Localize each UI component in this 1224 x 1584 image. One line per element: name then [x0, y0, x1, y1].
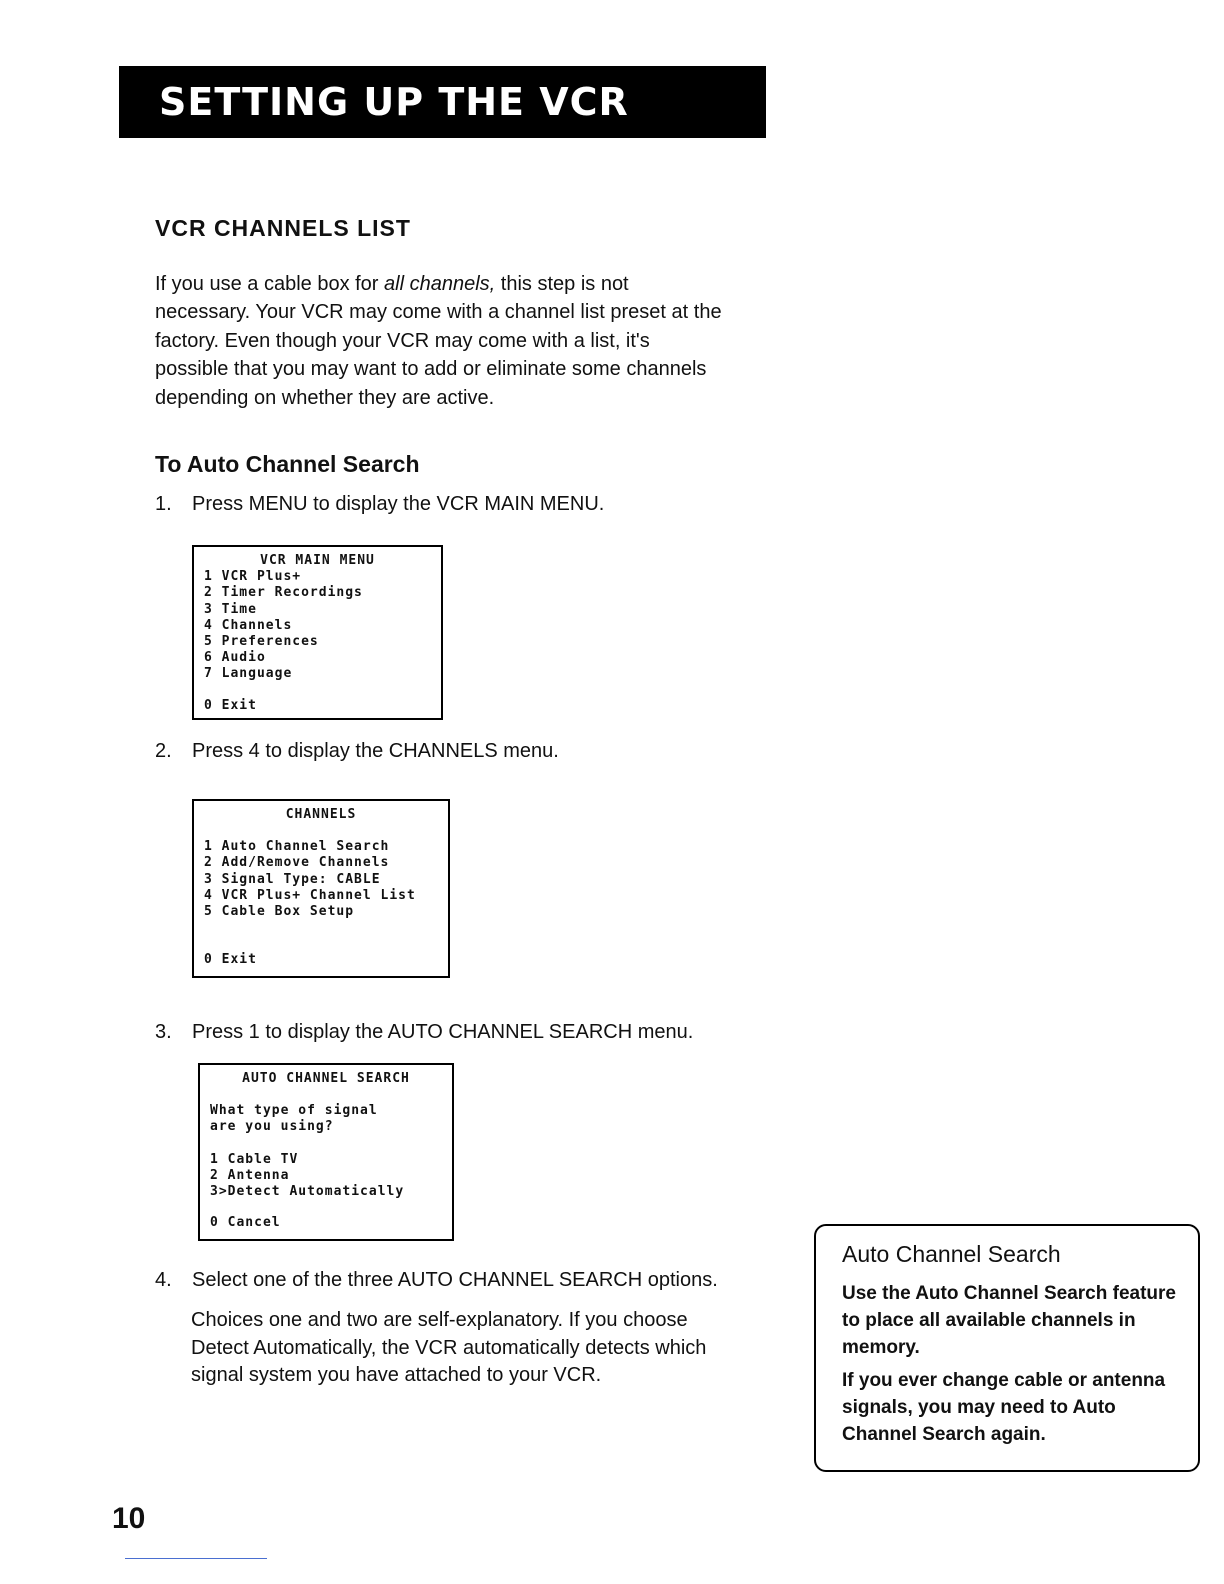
step-4-detail: Choices one and two are self-explanatory. If you choose Detect Automatically, the VCR automatically detects which signal system you have attached to your VCR.	[191, 1309, 707, 1386]
step-number: 4.	[155, 1269, 172, 1291]
procedure-heading: To Auto Channel Search	[155, 451, 420, 477]
step-number: 2.	[155, 740, 172, 762]
sidebar-note-box	[814, 1224, 1200, 1472]
screen-title: AUTO CHANNEL SEARCH	[242, 1071, 410, 1086]
menu-item: 5 Preferences	[204, 634, 319, 650]
sidebar-paragraph: Use the Auto Channel Search feature to place all available channels in memory.	[842, 1283, 1176, 1358]
menu-exit-item: 0 Exit	[204, 697, 257, 713]
menu-item: 3 Signal Type: CABLE	[204, 871, 381, 887]
menu-item: 4 Channels	[204, 617, 293, 633]
menu-item: 2 Antenna	[210, 1167, 290, 1183]
chapter-header-bar	[119, 66, 766, 138]
screen-title: CHANNELS	[285, 807, 357, 822]
auto-channel-search-screen	[198, 1063, 454, 1241]
footer-rule	[125, 1558, 267, 1559]
menu-item: 1 Cable TV	[210, 1151, 299, 1167]
step-4	[155, 1266, 718, 1294]
screen-question-line: are you using?	[210, 1119, 334, 1135]
menu-item: 3 Time	[204, 601, 257, 617]
step-text: Press 1 to display the AUTO CHANNEL SEARCH menu.	[192, 1021, 694, 1043]
page-number: 10	[112, 1502, 146, 1535]
menu-item: 2 Add/Remove Channels	[204, 855, 390, 871]
screen-question-line: What type of signal	[210, 1103, 378, 1119]
step-number: 1.	[155, 493, 172, 515]
step-1	[155, 490, 604, 518]
vcr-main-menu-screen	[192, 545, 443, 720]
menu-item: 5 Cable Box Setup	[204, 904, 355, 920]
screen-title: VCR MAIN MENU	[260, 553, 375, 568]
intro-text-start: If you use a cable box for	[155, 273, 385, 295]
intro-emphasis: all channels,	[384, 273, 496, 295]
menu-item: 6 Audio	[204, 650, 266, 666]
intro-text-end: this step is not necessary. Your VCR may come with a channel list preset at the factory. Even though your VCR may come with a list, it's possible that you may want to add or eliminate some channels depending on whether they are active.	[155, 273, 722, 409]
menu-item: 1 VCR Plus+	[204, 569, 302, 585]
step-3	[155, 1018, 693, 1046]
menu-item-selected: 3>Detect Automatically	[210, 1184, 405, 1200]
sidebar-paragraph: If you ever change cable or antenna signals, you may need to Auto Channel Search again.	[842, 1370, 1166, 1445]
menu-item: 7 Language	[204, 666, 293, 682]
menu-exit-item: 0 Exit	[204, 952, 257, 968]
chapter-title: SETTING UP THE VCR	[159, 80, 629, 124]
intro-paragraph	[155, 270, 725, 412]
menu-cancel-item: 0 Cancel	[210, 1215, 281, 1231]
step-2	[155, 737, 559, 765]
step-text: Press 4 to display the CHANNELS menu.	[192, 740, 559, 762]
channels-menu-screen	[192, 799, 450, 978]
menu-item: 4 VCR Plus+ Channel List	[204, 887, 416, 903]
step-text: Press MENU to display the VCR MAIN MENU.	[192, 493, 605, 515]
section-heading: VCR CHANNELS LIST	[155, 215, 411, 241]
step-text: Select one of the three AUTO CHANNEL SEARCH options.	[192, 1269, 718, 1291]
menu-item: 1 Auto Channel Search	[204, 839, 390, 855]
menu-item: 2 Timer Recordings	[204, 585, 363, 601]
sidebar-title: Auto Channel Search	[842, 1241, 1061, 1267]
step-number: 3.	[155, 1021, 172, 1043]
